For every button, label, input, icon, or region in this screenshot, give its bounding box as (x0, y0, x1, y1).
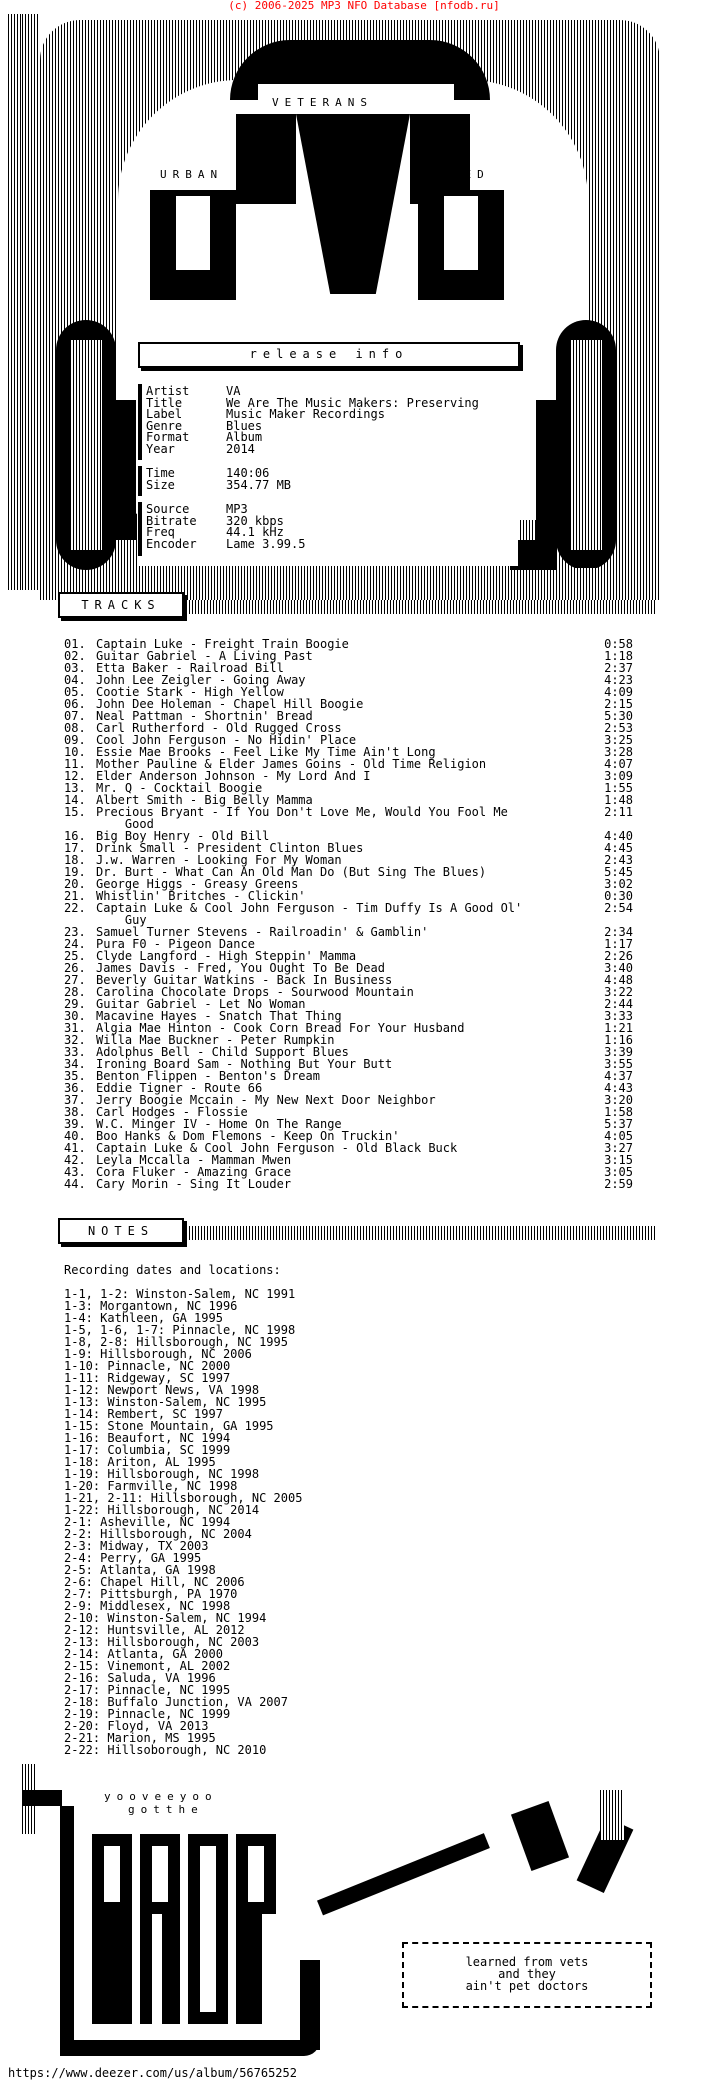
track-title: Precious Bryant - If You Don't Love Me, Would You Fool Me Good (96, 805, 508, 831)
track-duration: 4:07 (604, 757, 633, 771)
track-number: 09. (64, 733, 86, 747)
track-number: 28. (64, 985, 86, 999)
track-number: 35. (64, 1069, 86, 1083)
track-title: Benton Flippen - Benton's Dream (96, 1069, 320, 1083)
track-number: 05. (64, 685, 86, 699)
track-title: Cary Morin - Sing It Louder (96, 1177, 292, 1191)
track-title: J.w. Warren - Looking For My Woman (96, 853, 342, 867)
track-title: Adolphus Bell - Child Support Blues (96, 1045, 349, 1059)
location-line: 1-11: Ridgeway, SC 1997 (64, 1371, 231, 1385)
release-info-heading: release info (249, 347, 409, 361)
track-title: Albert Smith - Big Belly Mamma (96, 793, 313, 807)
track-number: 15. (64, 805, 86, 819)
track-duration: 1:17 (604, 937, 633, 951)
track-title: Pura F0 - Pigeon Dance (96, 937, 255, 951)
location-line: 2-4: Perry, GA 1995 (64, 1551, 202, 1565)
location-line: 2-3: Midway, TX 2003 (64, 1539, 209, 1553)
location-line: 1-3: Morgantown, NC 1996 (64, 1299, 238, 1313)
track-number: 24. (64, 937, 86, 951)
track-duration: 0:30 (604, 889, 633, 903)
info-value: Album (226, 430, 263, 444)
track-duration: 4:45 (604, 841, 633, 855)
location-line: 1-18: Ariton, AL 1995 (64, 1455, 216, 1469)
track-number: 06. (64, 697, 86, 711)
track-number: 38. (64, 1105, 86, 1119)
track-number: 20. (64, 877, 86, 891)
props-line2: gotthe (128, 1803, 204, 1816)
track-duration: 2:59 (604, 1177, 633, 1191)
release-info-main (146, 386, 479, 455)
notes-heading-box (58, 1218, 184, 1244)
track-duration: 3:09 (604, 769, 633, 783)
release-info-heading-box (138, 342, 520, 368)
track-number: 12. (64, 769, 86, 783)
info-value: Blues (226, 418, 263, 433)
tracks-heading: TRACKS (81, 598, 161, 612)
track-duration: 5:45 (604, 865, 633, 879)
track-duration: 3:22 (604, 985, 633, 999)
location-line: 1-5, 1-6, 1-7: Pinnacle, NC 1998 (64, 1323, 296, 1337)
track-title: Ironing Board Sam - Nothing But Your Butt (96, 1057, 393, 1071)
location-line: 1-14: Rembert, SC 1997 (64, 1407, 223, 1421)
track-number: 08. (64, 721, 86, 735)
track-number: 36. (64, 1081, 86, 1095)
track-duration: 2:53 (604, 721, 633, 735)
track-title: Willa Mae Buckner - Peter Rumpkin (96, 1033, 335, 1047)
location-line: 2-15: Vinemont, AL 2002 (64, 1659, 231, 1673)
track-duration: 3:20 (604, 1093, 633, 1107)
info-key: Freq (146, 525, 175, 539)
track-title: Boo Hanks & Dom Flemons - Keep On Truckin' (96, 1129, 400, 1143)
track-title: Guitar Gabriel - A Living Past (96, 649, 313, 663)
track-number: 03. (64, 661, 86, 675)
track-number: 16. (64, 829, 86, 843)
track-row (64, 1178, 664, 1190)
track-title: Captain Luke - Freight Train Boogie (96, 637, 349, 651)
track-duration: 2:37 (604, 661, 633, 675)
track-title: James Davis - Fred, You Ought To Be Dead (96, 961, 385, 975)
location-line: 2-1: Asheville, NC 1994 (64, 1515, 231, 1529)
track-title: Carl Hodges - Flossie (96, 1105, 248, 1119)
info-key: Format (146, 430, 190, 444)
track-duration: 2:43 (604, 853, 633, 867)
notes-intro: Recording dates and locations: (64, 1263, 281, 1277)
logo-word-urban: URBAN (160, 168, 224, 181)
location-line: 1-8, 2-8: Hillsborough, NC 1995 (64, 1335, 288, 1349)
track-duration: 3:05 (604, 1165, 633, 1179)
location-line: 1-4: Kathleen, GA 1995 (64, 1311, 223, 1325)
track-title: Drink Small - President Clinton Blues (96, 841, 364, 855)
track-duration: 4:09 (604, 685, 633, 699)
release-info-encoding (146, 504, 305, 550)
info-value: 354.77 MB (226, 477, 292, 492)
track-title: Mother Pauline & Elder James Goins - Old Time Religion (96, 757, 487, 771)
track-duration: 4:43 (604, 1081, 633, 1095)
tagline-line: and they (498, 1967, 556, 1981)
track-number: 14. (64, 793, 86, 807)
track-row (64, 902, 664, 926)
tracks-divider (186, 600, 656, 614)
track-title: John Lee Zeigler - Going Away (96, 673, 306, 687)
location-line: 1-13: Winston-Salem, NC 1995 (64, 1395, 267, 1409)
track-title: Carolina Chocolate Drops - Sourwood Mountain (96, 985, 414, 999)
location-line: 2-22: Hillsoborough, NC 2010 (64, 1743, 267, 1757)
track-duration: 3:02 (604, 877, 633, 891)
track-duration: 4:37 (604, 1069, 633, 1083)
track-title: Whistlin' Britches - Clickin' (96, 889, 306, 903)
track-number: 02. (64, 649, 86, 663)
track-duration: 3:39 (604, 1045, 633, 1059)
track-duration: 1:21 (604, 1021, 633, 1035)
info-key: Genre (146, 418, 183, 433)
track-title: Captain Luke & Cool John Ferguson - Old Black Buck (96, 1141, 458, 1155)
location-line: 2-12: Huntsville, AL 2012 (64, 1623, 245, 1637)
track-duration: 2:54 (604, 901, 633, 915)
nfo-banner: (c) 2006-2025 MP3 NFO Database [nfodb.ru] (228, 0, 500, 12)
location-line: 1-9: Hillsborough, NC 2006 (64, 1347, 252, 1361)
track-title: George Higgs - Greasy Greens (96, 877, 299, 891)
track-title: Mr. Q - Cocktail Boogie (96, 781, 263, 795)
location-line: 1-1, 1-2: Winston-Salem, NC 1991 (64, 1287, 296, 1301)
track-number: 18. (64, 853, 86, 867)
track-number: 17. (64, 841, 86, 855)
info-key: Encoder (146, 536, 197, 551)
track-title: Dr. Burt - What Can An Old Man Do (But Sing The Blues) (96, 865, 487, 879)
location-line: 1-15: Stone Mountain, GA 1995 (64, 1419, 274, 1433)
track-duration: 4:48 (604, 973, 633, 987)
props-line1: yooveeyoo (104, 1790, 218, 1803)
location-line: 2-5: Atlanta, GA 1998 (64, 1563, 216, 1577)
track-title: Leyla Mccalla - Mamman Mwen (96, 1153, 292, 1167)
location-line: 1-20: Farmville, NC 1998 (64, 1479, 238, 1493)
track-number: 25. (64, 949, 86, 963)
info-value: VA (226, 384, 241, 398)
info-key: Year (146, 441, 175, 456)
info-key: Bitrate (146, 513, 197, 528)
info-value: MP3 (226, 502, 248, 516)
recording-locations (64, 1288, 302, 1756)
track-title: Beverly Guitar Watkins - Back In Business (96, 973, 393, 987)
track-duration: 3:27 (604, 1141, 633, 1155)
track-duration: 3:25 (604, 733, 633, 747)
track-title: Etta Baker - Railroad Bill (96, 661, 284, 675)
track-duration: 2:11 (604, 805, 633, 819)
track-number: 37. (64, 1093, 86, 1107)
notes-section (64, 1264, 302, 1756)
track-duration: 1:58 (604, 1105, 633, 1119)
track-number: 26. (64, 961, 86, 975)
track-number: 11. (64, 757, 86, 771)
track-duration: 3:40 (604, 961, 633, 975)
track-duration: 5:30 (604, 709, 633, 723)
notes-heading: NOTES (87, 1224, 155, 1238)
location-line: 2-6: Chapel Hill, NC 2006 (64, 1575, 245, 1589)
location-line: 2-20: Floyd, VA 2013 (64, 1719, 209, 1733)
track-number: 27. (64, 973, 86, 987)
info-value: Music Maker Recordings (226, 407, 385, 421)
track-duration: 2:26 (604, 949, 633, 963)
track-title: Carl Rutherford - Old Rugged Cross (96, 721, 342, 735)
track-title: Cool John Ferguson - No Hidin' Place (96, 733, 357, 747)
track-title: Cootie Stark - High Yellow (96, 685, 284, 699)
track-number: 29. (64, 997, 86, 1011)
track-duration: 5:37 (604, 1117, 633, 1131)
info-key: Time (146, 466, 175, 480)
track-number: 32. (64, 1033, 86, 1047)
track-number: 10. (64, 745, 86, 759)
tagline-line: ain't pet doctors (465, 1979, 589, 1993)
track-number: 44. (64, 1177, 86, 1191)
location-line: 1-10: Pinnacle, NC 2000 (64, 1359, 231, 1373)
info-value: 140:06 (226, 466, 270, 480)
track-title: Big Boy Henry - Old Bill (96, 829, 270, 843)
tracklist (64, 638, 664, 1190)
track-duration: 4:23 (604, 673, 633, 687)
info-key: Label (146, 407, 183, 421)
logo-word-veterans: VETERANS (272, 96, 373, 109)
track-title: Clyde Langford - High Steppin' Mamma (96, 949, 357, 963)
track-title: Neal Pattman - Shortnin' Bread (96, 709, 313, 723)
track-number: 19. (64, 865, 86, 879)
info-value: Lame 3.99.5 (226, 536, 306, 551)
track-duration: 2:44 (604, 997, 633, 1011)
track-number: 30. (64, 1009, 86, 1023)
location-line: 2-9: Middlesex, NC 1998 (64, 1599, 231, 1613)
info-value: We Are The Music Makers: Preserving (226, 395, 479, 410)
track-duration: 3:28 (604, 745, 633, 759)
track-number: 40. (64, 1129, 86, 1143)
track-number: 42. (64, 1153, 86, 1167)
track-number: 13. (64, 781, 86, 795)
location-line: 2-14: Atlanta, GA 2000 (64, 1647, 223, 1661)
track-title: Macavine Hayes - Snatch That Thing (96, 1009, 342, 1023)
logo-word-united: UNITED (414, 168, 490, 181)
location-line: 2-7: Pittsburgh, PA 1970 (64, 1587, 238, 1601)
track-title: Cora Fluker - Amazing Grace (96, 1165, 292, 1179)
track-duration: 4:05 (604, 1129, 633, 1143)
track-duration: 1:18 (604, 649, 633, 663)
location-line: 1-12: Newport News, VA 1998 (64, 1383, 260, 1397)
location-line: 1-19: Hillsborough, NC 1998 (64, 1467, 260, 1481)
track-number: 01. (64, 637, 86, 651)
notes-divider (186, 1226, 656, 1240)
track-title: John Dee Holeman - Chapel Hill Boogie (96, 697, 364, 711)
track-number: 43. (64, 1165, 86, 1179)
track-duration: 3:55 (604, 1057, 633, 1071)
track-title: Elder Anderson Johnson - My Lord And I (96, 769, 371, 783)
info-key: Size (146, 477, 175, 492)
location-line: 2-13: Hillsborough, NC 2003 (64, 1635, 260, 1649)
track-duration: 2:15 (604, 697, 633, 711)
location-line: 2-18: Buffalo Junction, VA 2007 (64, 1695, 288, 1709)
track-number: 31. (64, 1021, 86, 1035)
tracks-heading-box (58, 592, 184, 618)
info-key: Title (146, 395, 183, 410)
track-title: Jerry Boogie Mccain - My New Next Door Neighbor (96, 1093, 436, 1107)
location-line: 2-19: Pinnacle, NC 1999 (64, 1707, 231, 1721)
track-number: 22. (64, 901, 86, 915)
location-line: 2-17: Pinnacle, NC 1995 (64, 1683, 231, 1697)
location-line: 1-16: Beaufort, NC 1994 (64, 1431, 231, 1445)
track-title: W.C. Minger IV - Home On The Range (96, 1117, 342, 1131)
info-key: Source (146, 502, 190, 516)
track-number: 34. (64, 1057, 86, 1071)
location-line: 2-21: Marion, MS 1995 (64, 1731, 216, 1745)
info-value: 44.1 kHz (226, 525, 284, 539)
track-title: Captain Luke & Cool John Ferguson - Tim Duffy Is A Good Ol' Guy (96, 901, 523, 927)
track-number: 21. (64, 889, 86, 903)
location-line: 2-2: Hillsborough, NC 2004 (64, 1527, 252, 1541)
track-duration: 2:34 (604, 925, 633, 939)
info-key: Artist (146, 384, 190, 398)
track-number: 23. (64, 925, 86, 939)
source-url[interactable]: https://www.deezer.com/us/album/56765252 (8, 2066, 297, 2080)
release-info-size (146, 468, 291, 491)
location-line: 1-17: Columbia, SC 1999 (64, 1443, 231, 1457)
track-title: Samuel Turner Stevens - Railroadin' & Gamblin' (96, 925, 429, 939)
track-duration: 1:16 (604, 1033, 633, 1047)
track-title: Essie Mae Brooks - Feel Like My Time Ain't Long (96, 745, 436, 759)
track-row (64, 806, 664, 830)
location-line: 1-21, 2-11: Hillsborough, NC 2005 (64, 1491, 303, 1505)
track-duration: 4:40 (604, 829, 633, 843)
track-number: 33. (64, 1045, 86, 1059)
location-line: 1-22: Hillsborough, NC 2014 (64, 1503, 260, 1517)
track-title: Eddie Tigner - Route 66 (96, 1081, 263, 1095)
track-duration: 3:15 (604, 1153, 633, 1167)
track-duration: 3:33 (604, 1009, 633, 1023)
track-duration: 0:58 (604, 637, 633, 651)
tagline-box (402, 1942, 652, 2008)
track-number: 41. (64, 1141, 86, 1155)
tagline-line: learned from vets (465, 1955, 589, 1969)
track-duration: 1:48 (604, 793, 633, 807)
props-big-word (0, 0, 1, 1)
track-number: 39. (64, 1117, 86, 1131)
track-title: Guitar Gabriel - Let No Woman (96, 997, 306, 1011)
track-number: 07. (64, 709, 86, 723)
info-value: 2014 (226, 441, 255, 456)
track-number: 04. (64, 673, 86, 687)
location-line: 2-16: Saluda, VA 1996 (64, 1671, 216, 1685)
location-line: 2-10: Winston-Salem, NC 1994 (64, 1611, 267, 1625)
info-value: 320 kbps (226, 513, 284, 528)
track-duration: 1:55 (604, 781, 633, 795)
track-title: Algia Mae Hinton - Cook Corn Bread For Your Husband (96, 1021, 465, 1035)
